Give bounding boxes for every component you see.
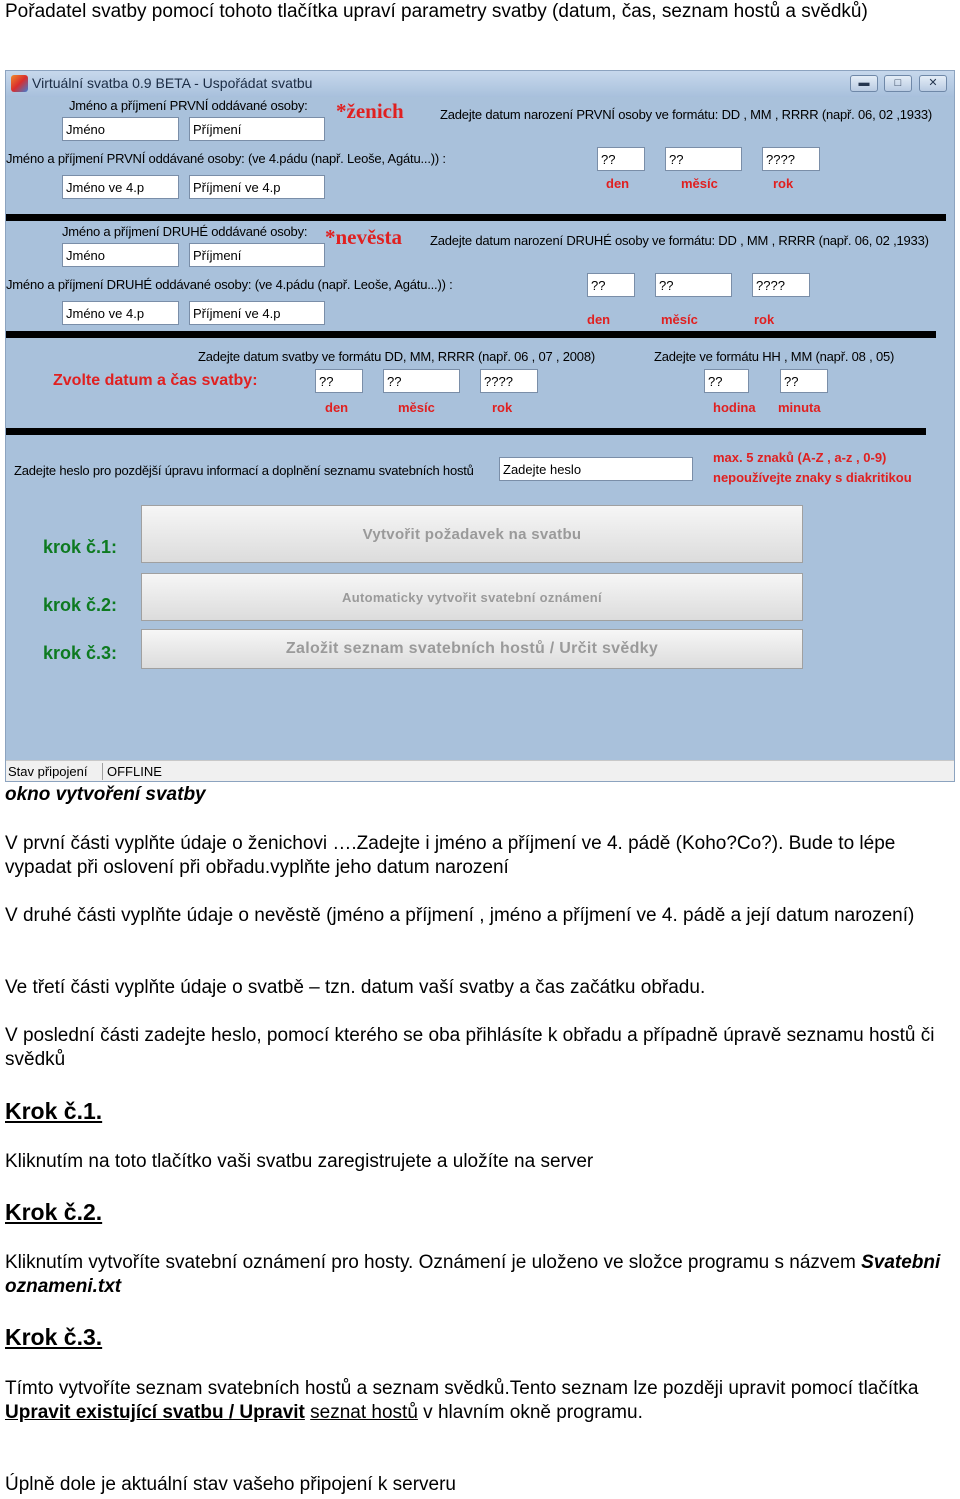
create-wedding-request-button[interactable]: Vytvořit požadavek na svatbu — [141, 505, 803, 563]
step-2-label: krok č.2: — [43, 595, 118, 615]
close-icon[interactable]: ✕ — [919, 75, 947, 92]
paragraph-wedding: Ve třetí části vyplňte údaje o svatbě – tzn. datum vaší svatby a čas začátku obřadu. — [5, 977, 706, 998]
guest-list-link[interactable]: seznat hostů — [310, 1402, 418, 1423]
figure-caption: okno vytvoření svatby — [5, 784, 206, 805]
bride-name-label: Jméno a příjmení DRUHÉ oddávané osoby: — [62, 224, 308, 239]
step-3-suffix: v hlavním okně programu. — [417, 1402, 643, 1423]
wedding-minute-input[interactable] — [780, 369, 828, 393]
password-label: Zadejte heslo pro pozdější úpravu informací a doplnění seznamu svatebních hostů — [14, 463, 474, 478]
groom-tag: *ženich — [336, 99, 404, 123]
bride-first-name-input[interactable] — [62, 243, 179, 267]
paragraph-bride: V druhé části vyplňte údaje o nevěstě (jméno a příjmení , jméno a příjmení ve 4. pádě a její datum narození) — [5, 905, 915, 926]
step-3-label: krok č.3: — [43, 643, 118, 663]
section-separator-1 — [6, 214, 946, 221]
groom-first-name-input[interactable] — [62, 117, 179, 141]
bride-dob-year-input[interactable] — [752, 273, 810, 297]
maximize-icon[interactable]: □ — [884, 75, 912, 92]
step-3-paragraph — [5, 1377, 955, 1425]
bride-first-name-dative-input[interactable] — [62, 301, 179, 325]
wedding-year-input[interactable] — [480, 369, 538, 393]
step-3-heading: Krok č.3. — [5, 1324, 103, 1350]
groom-day-label: den — [606, 176, 630, 191]
window-title: Virtuální svatba 0.9 BETA - Uspořádat svatbu — [32, 75, 313, 91]
password-rule-length: max. 5 znaků (A-Z , a-z , 0-9) — [713, 450, 887, 465]
step-1-label: krok č.1: — [43, 537, 118, 557]
create-guest-list-button[interactable]: Založit seznam svatebních hostů / Určit svědky — [141, 629, 803, 669]
app-window — [5, 70, 955, 782]
step-3-text: Tímto vytvoříte seznam svatebních hostů a seznam svědků.Tento seznam lze později upravit pomocí tlačítka — [5, 1378, 919, 1399]
groom-month-label: měsíc — [681, 176, 718, 191]
wedding-year-label: rok — [492, 400, 513, 415]
password-rule-diacritics: nepoužívejte znaky s diakritikou — [713, 470, 912, 485]
wedding-month-label: měsíc — [398, 400, 435, 415]
groom-dob-label: Zadejte datum narození PRVNÍ osoby ve formátu: DD , MM , RRRR (např. 06, 02 ,1933) — [440, 107, 933, 122]
bride-day-label: den — [587, 312, 611, 327]
groom-last-name-input[interactable] — [189, 117, 325, 141]
paragraph-password: V poslední části zadejte heslo, pomocí kterého se oba přihlásíte k obřadu a případně úpravě seznamu hostů či svědků — [5, 1025, 935, 1070]
footer-text: Úplně dole je aktuální stav vašeho připojení k serveru — [5, 1474, 456, 1495]
password-input[interactable] — [499, 457, 693, 481]
step-2-paragraph — [5, 1251, 955, 1299]
step-2-text: Kliknutím vytvoříte svatební oznámení pro hosty. Oznámení je uloženo ve složce programu s názvem — [5, 1252, 862, 1273]
status-divider — [102, 763, 103, 780]
bride-year-label: rok — [754, 312, 775, 327]
groom-year-label: rok — [773, 176, 794, 191]
minimize-icon[interactable]: ▬ — [850, 75, 878, 92]
wedding-day-input[interactable] — [315, 369, 363, 393]
section-separator-2 — [6, 331, 936, 338]
bride-dob-day-input[interactable] — [587, 273, 635, 297]
step-1-text: Kliknutím na toto tlačítko vaši svatbu zaregistrujete a uložíte na server — [5, 1151, 594, 1172]
bride-month-label: měsíc — [661, 312, 698, 327]
bride-dob-month-input[interactable] — [655, 273, 732, 297]
groom-name-label: Jméno a příjmení PRVNÍ oddávané osoby: — [69, 98, 308, 113]
bride-last-name-dative-input[interactable] — [189, 301, 325, 325]
wedding-choose-label: Zvolte datum a čas svatby: — [53, 372, 258, 389]
announcement-filename: Svatebni oznameni.txt — [5, 1252, 941, 1297]
create-announcement-button[interactable]: Automaticky vytvořit svatební oznámení — [141, 573, 803, 621]
groom-first-name-dative-input[interactable] — [62, 175, 179, 199]
bride-tag: *nevěsta — [325, 225, 402, 249]
groom-dative-label: Jméno a příjmení PRVNÍ oddávané osoby: (ve 4.pádu (např. Leoše, Agátu...)) : — [6, 151, 446, 166]
status-bar — [6, 760, 954, 782]
groom-dob-day-input[interactable] — [597, 147, 645, 171]
bride-dative-label: Jméno a příjmení DRUHÉ oddávané osoby: (ve 4.pádu (např. Leoše, Agátu...)) : — [6, 277, 453, 292]
edit-wedding-link[interactable]: Upravit existující svatbu / Upravit — [5, 1402, 305, 1423]
wedding-minute-label: minuta — [778, 400, 821, 415]
groom-dob-year-input[interactable] — [762, 147, 820, 171]
step-1-heading: Krok č.1. — [5, 1098, 103, 1124]
wedding-time-label: Zadejte ve formátu HH , MM (např. 08 , 05) — [654, 349, 895, 364]
bride-last-name-input[interactable] — [189, 243, 325, 267]
connection-status-value: OFFLINE — [107, 764, 162, 779]
section-separator-3 — [6, 428, 926, 435]
groom-last-name-dative-input[interactable] — [189, 175, 325, 199]
title-bar — [6, 71, 954, 97]
wedding-hour-label: hodina — [713, 400, 756, 415]
intro-text: Pořadatel svatby pomocí tohoto tlačítka upraví parametry svatby (datum, čas, seznam hostů a svědků) — [5, 1, 868, 22]
connection-status-label: Stav připojení — [8, 764, 88, 779]
wedding-hour-input[interactable] — [704, 369, 749, 393]
app-icon — [11, 75, 28, 92]
wedding-month-input[interactable] — [383, 369, 460, 393]
step-2-heading: Krok č.2. — [5, 1199, 103, 1225]
wedding-date-label: Zadejte datum svatby ve formátu DD, MM, RRRR (např. 06 , 07 , 2008) — [198, 349, 595, 364]
bride-dob-label: Zadejte datum narození DRUHÉ osoby ve formátu: DD , MM , RRRR (např. 06, 02 ,1933) — [430, 233, 929, 248]
paragraph-groom: V první části vyplňte údaje o ženichovi ….Zadejte i jméno a příjmení ve 4. pádě (Koho?Co?). Bude to lépe vypadat při oslovení při obřadu.vyplňte jeho datum narození — [5, 833, 896, 878]
wedding-day-label: den — [325, 400, 349, 415]
groom-dob-month-input[interactable] — [665, 147, 742, 171]
